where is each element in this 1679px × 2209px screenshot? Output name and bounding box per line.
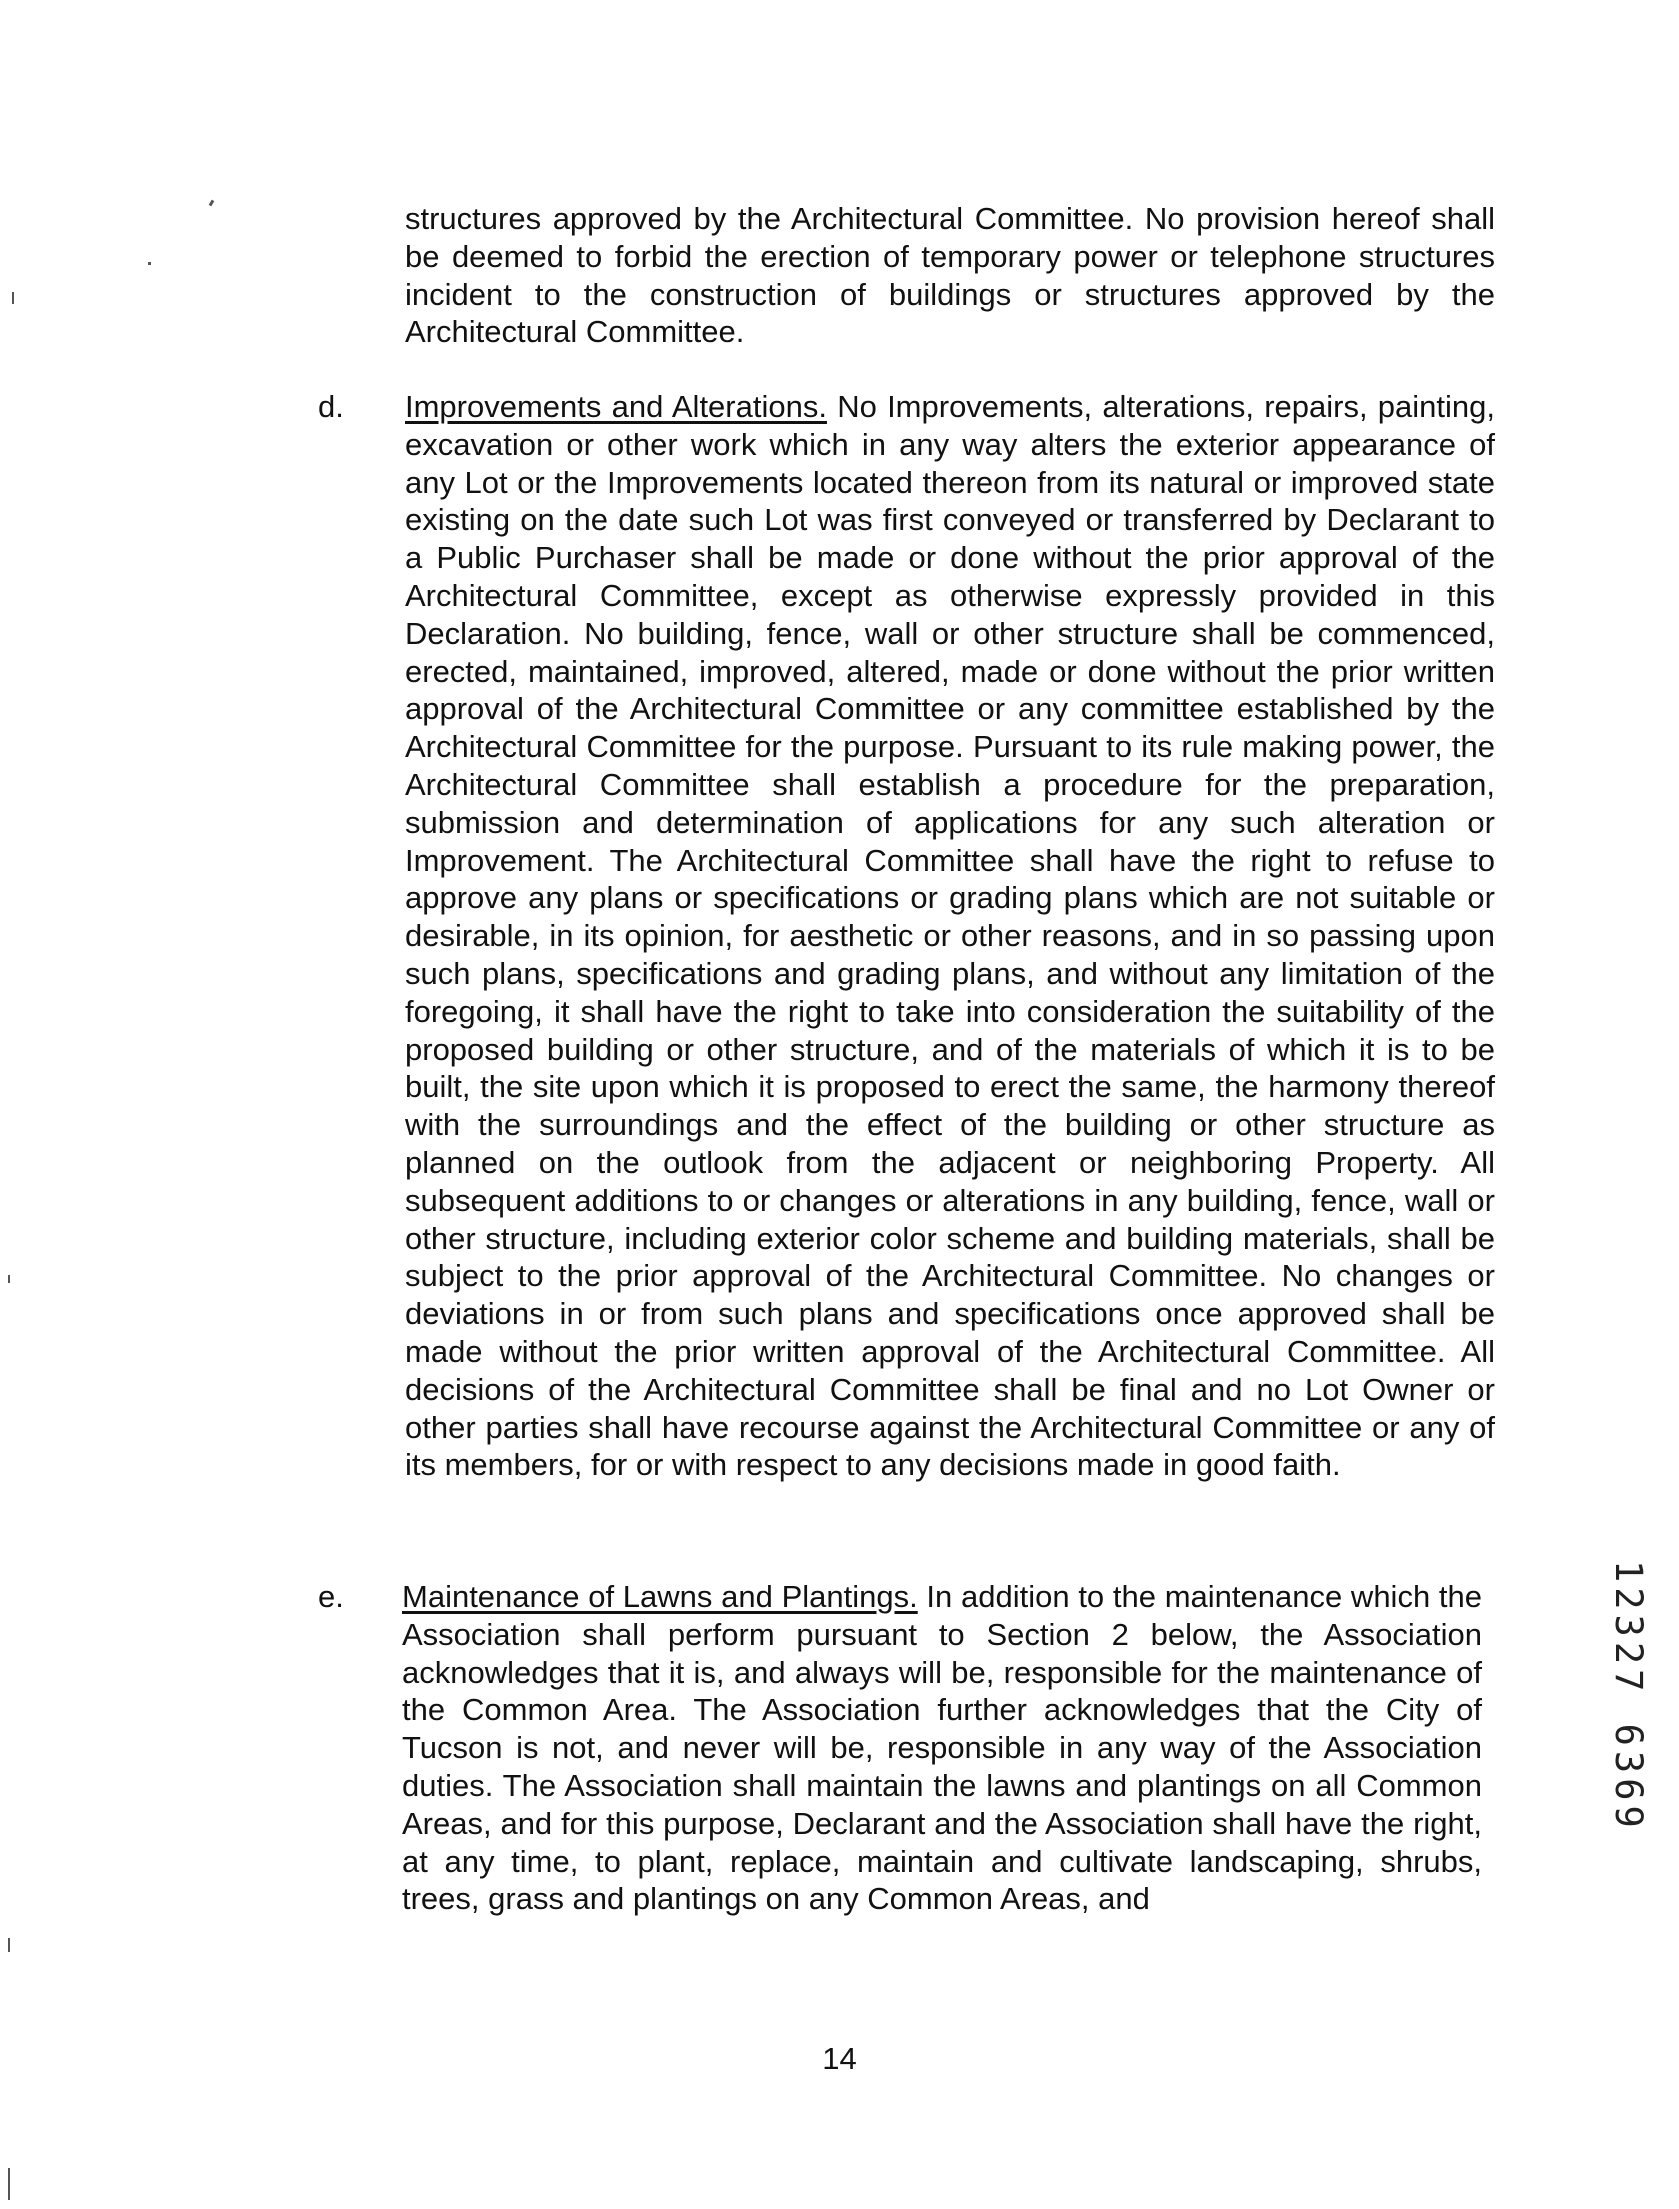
scan-speck (148, 262, 151, 265)
section-e-paragraph (402, 1578, 1482, 1918)
section-e-body: In addition to the maintenance which the Association shall perform pursuant to Section 2 below, the Association acknowledges that it is, and always will be, responsible for the maintenance of the Common Area. The Association further acknowledges that the City of Tucson is not, and never will be, responsible in any way of the Association duties. The Association shall maintain the lawns and plantings on all Common Areas, and for this purpose, Declarant and the Association shall have the right, at any time, to plant, replace, maintain and cultivate landscaping, shrubs, trees, grass and plantings on any Common Areas, and (402, 1579, 1482, 1917)
section-marker-e: e. (318, 1579, 344, 1614)
section-d-heading: Improvements and Alterations. (405, 389, 827, 424)
section-d-body: No Improvements, alterations, repairs, painting, excavation or other work which in any way alters the exterior appearance of any Lot or the Improvements located thereon from its natural or improved state existing on the date such Lot was first conveyed or transferred by Declarant to a Public Purchaser shall be made or done without the prior approval of the Architectural Committee, except as otherwise expressly provided in this Declaration. No building, fence, wall or other structure shall be commenced, erected, maintained, improved, altered, made or done without the prior written approval of the Architectural Committee or any committee established by the Architectural Committee for the purpose. Pursuant to its rule making power, the Architectural Committee shall establish a procedure for the preparation, submission and determination of applications for any such alteration or Improvement. The Architectural Committee shall have the right to refuse to approve any plans or specifications or grading plans which are not suitable or desirable, in its opinion, for aesthetic or other reasons, and in so passing upon such plans, specifications and grading plans, and without any limitation of the foregoing, it shall have the right to take into consideration the suitability of the proposed building or other structure, and of the materials of which it is to be built, the site upon which it is proposed to erect the same, the harmony thereof with the surroundings and the effect of the building or other structure as planned on the outlook from the adjacent or neighboring Property. All subsequent additions to or changes or alterations in any building, fence, wall or other structure, including exterior color scheme and building materials, shall be subject to the prior approval of the Architectural Committee. No changes or deviations in or from such plans and specifications once approved shall be made without the prior written approval of the Architectural Committee. All decisions of the Architectural Committee shall be final and no Lot Owner or other parties shall have recourse against the Architectural Committee or any of its members, for or with respect to any decisions made in good faith. (405, 389, 1495, 1483)
scan-speck (209, 200, 215, 207)
recording-stamp-number: 12327 6369 (1607, 1560, 1650, 1833)
scan-speck (8, 1275, 10, 1283)
section-e-heading: Maintenance of Lawns and Plantings. (402, 1579, 918, 1614)
scan-speck (8, 2168, 10, 2200)
page-number: 14 (822, 2041, 857, 2076)
recording-stamp (1596, 1560, 1656, 1860)
section-d-paragraph (405, 388, 1495, 1484)
section-marker-d: d. (318, 389, 344, 424)
intro-paragraph: structures approved by the Architectural Committee. No provision hereof shall be deemed to forbid the erection of temporary power or telephone structures incident to the construction of buildings or structures approved by the Architectural Committee. (405, 201, 1495, 350)
scan-speck (8, 1938, 10, 1952)
scan-speck (12, 292, 14, 304)
